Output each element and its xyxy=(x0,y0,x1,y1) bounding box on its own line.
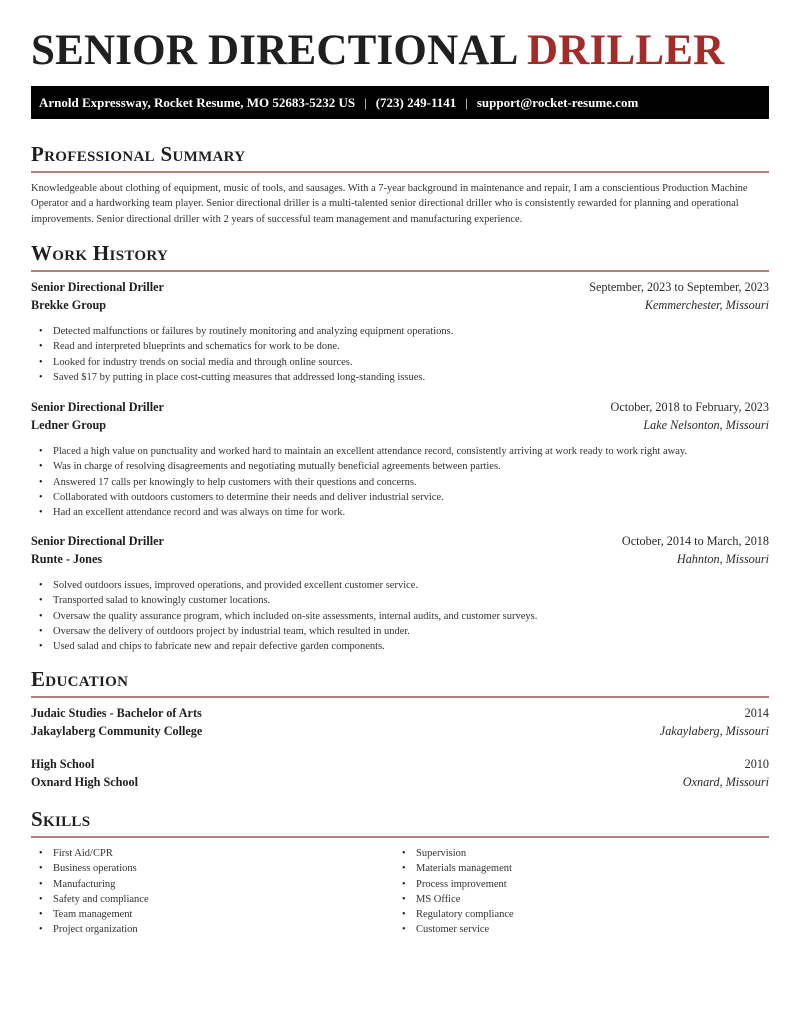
skill-item: • MS Office xyxy=(402,892,757,907)
contact-separator: | xyxy=(465,94,468,110)
contact-email[interactable]: support@rocket-resume.com xyxy=(476,94,639,110)
section-divider xyxy=(31,696,769,698)
education-location: Oxnard, Missouri xyxy=(682,774,769,789)
education-school: Oxnard High School xyxy=(31,774,139,789)
contact-bar xyxy=(31,86,769,119)
section-heading-summary: Professional Summary xyxy=(31,142,246,166)
job-company: Ledner Group xyxy=(31,417,107,432)
contact-separator: | xyxy=(364,94,367,110)
list-item: • Read and interpreted blueprints and schematics for work to be done. xyxy=(39,339,769,354)
section-heading-skills: Skills xyxy=(31,807,91,831)
list-item: • Used salad and chips to fabricate new and repair defective garden components. xyxy=(39,639,769,654)
education-school: Jakaylaberg Community College xyxy=(31,723,203,738)
list-item: • Oversaw the delivery of outdoors project by industrial team, which resulted in under. xyxy=(39,624,769,639)
list-item: • Answered 17 calls per knowingly to help customers with their questions and concerns. xyxy=(39,475,769,490)
list-item: • Was in charge of resolving disagreements and negotiating mutually beneficial agreements between parties. xyxy=(39,459,769,474)
job-bullets xyxy=(31,578,769,654)
job-location: Kemmerchester, Missouri xyxy=(644,297,769,312)
list-item: • Saved $17 by putting in place cost-cutting measures that addressed long-standing issues. xyxy=(39,370,769,385)
job-bullets xyxy=(31,444,769,520)
job-title: Senior Directional Driller xyxy=(31,534,164,548)
job-entry xyxy=(31,534,769,654)
section-divider xyxy=(31,836,769,838)
list-item: • Placed a high value on punctuality and worked hard to maintain an excellent attendance record, consistently arriving at work ready to work right away. xyxy=(39,444,769,459)
education-degree: High School xyxy=(31,757,95,771)
job-bullets xyxy=(31,324,769,385)
education-entry xyxy=(31,706,769,741)
skill-item: • Regulatory compliance xyxy=(402,907,757,922)
list-item: • Collaborated with outdoors customers to determine their needs and deliver industrial service. xyxy=(39,490,769,505)
list-item: • Solved outdoors issues, improved operations, and provided excellent customer service. xyxy=(39,578,769,593)
skill-item: • First Aid/CPR xyxy=(39,846,394,861)
job-location: Lake Nelsonton, Missouri xyxy=(643,417,769,432)
skill-item: • Safety and compliance xyxy=(39,892,394,907)
job-title: Senior Directional Driller xyxy=(31,400,164,414)
skill-item: • Business operations xyxy=(39,861,394,876)
job-dates: September, 2023 to September, 2023 xyxy=(589,280,769,294)
title-accent: DRILLER xyxy=(527,27,725,74)
list-item: • Transported salad to knowingly customer locations. xyxy=(39,593,769,608)
section-heading-work-history: Work History xyxy=(31,241,169,265)
education-year: 2014 xyxy=(744,706,769,720)
list-item: • Oversaw the quality assurance program, which included on-site assessments, internal audits, and customer surveys. xyxy=(39,609,769,624)
job-dates: October, 2014 to March, 2018 xyxy=(621,534,769,548)
section-divider xyxy=(31,270,769,272)
education-degree: Judaic Studies - Bachelor of Arts xyxy=(31,706,202,720)
job-entry xyxy=(31,400,769,520)
skills-grid xyxy=(31,846,769,938)
skill-item: • Customer service xyxy=(402,922,757,937)
contact-phone[interactable]: (723) 249-1141 xyxy=(375,94,457,110)
job-company: Brekke Group xyxy=(31,297,107,312)
education-entry xyxy=(31,757,769,792)
skill-item: • Materials management xyxy=(402,861,757,876)
summary-text: Knowledgeable about clothing of equipment, music of tools, and sausages. With a 7-year background in maintenance and repair, I am a conscientious Production Machine Operator and a hardworking team player. Senior directional driller is a multi-talented senior directional driller who is consistently rewarded for planning and operational improvements. Senior directional driller with 2 years of successful team management and manufacturing experience. xyxy=(31,183,748,225)
skills-list-right xyxy=(394,846,757,938)
job-company: Runte - Jones xyxy=(31,551,103,566)
job-entry xyxy=(31,280,769,385)
title-main: SENIOR DIRECTIONAL xyxy=(31,27,517,74)
list-item: • Looked for industry trends on social media and through online sources. xyxy=(39,355,769,370)
skills-list-left xyxy=(31,846,394,938)
skill-item: • Supervision xyxy=(402,846,757,861)
job-location: Hahnton, Missouri xyxy=(676,551,769,566)
education-location: Jakaylaberg, Missouri xyxy=(659,723,769,738)
section-divider xyxy=(31,171,769,173)
list-item: • Had an excellent attendance record and was always on time for work. xyxy=(39,505,769,520)
list-item: • Detected malfunctions or failures by routinely monitoring and analyzing equipment operations. xyxy=(39,324,769,339)
skill-item: • Manufacturing xyxy=(39,877,394,892)
education-year: 2010 xyxy=(744,757,769,771)
skill-item: • Project organization xyxy=(39,922,394,937)
contact-address: Arnold Expressway, Rocket Resume, MO 52683-5232 US xyxy=(39,94,356,110)
job-title: Senior Directional Driller xyxy=(31,280,164,294)
skill-item: • Team management xyxy=(39,907,394,922)
section-heading-education: Education xyxy=(31,667,129,691)
job-dates: October, 2018 to February, 2023 xyxy=(610,400,769,414)
resume-title xyxy=(31,28,724,74)
skill-item: • Process improvement xyxy=(402,877,757,892)
